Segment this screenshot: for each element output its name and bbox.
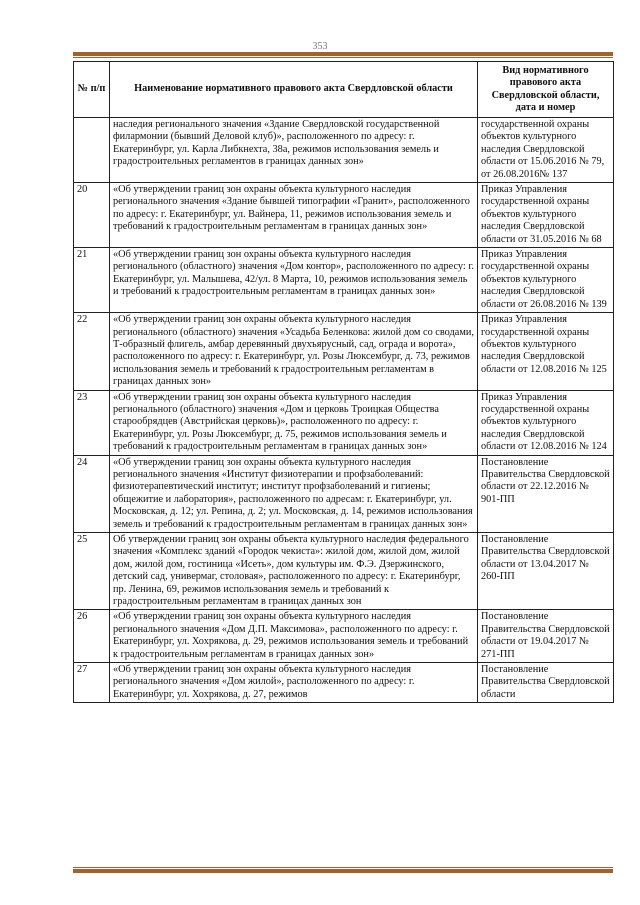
row-act-name: «Об утверждении границ зон охраны объекта культурного наследия регионального значения «Институт физиотерапии и профзаболеваний: физиотерапевтический институт; институт профзаболеваний и гигиены; общежитие и лаборатория», расположенного по адресам: г. Екатеринбург, ул. Московская, д. 12; ул. Репина, д. 2; ул. Московская, д. 14, режимов использования земель и требований к градостроительным регламентам в границах данных зон» [110,455,478,532]
table-row [74,610,614,663]
table-row [74,390,614,455]
row-act-type: Постановление Правительства Свердловской области [478,663,614,703]
row-act-type: государственной охраны объектов культурного наследия Свердловской области от 15.06.2016 № 79, от 26.08.2016№ 137 [478,118,614,183]
table-row [74,248,614,313]
table-body [74,118,614,703]
row-act-name: наследия регионального значения «Здание Свердловской государственной филармонии (бывший Деловой клуб)», расположенного по адресу: г. Екатеринбург, ул. Карла Либкнехта, 38а, режимов использования земель и градостроительных регламентов в границах данных зон» [110,118,478,183]
row-act-name: Об утверждении границ зон охраны объекта культурного наследия федерального значения «Комплекс зданий «Городок чекиста»: жилой дом, жилой дом, жилой дом, жилой дом, гостиница «Исеть», дом культуры им. Ф.Э. Дзержинского, детский сад, универмаг, столовая», расположенного по адресу: г. Екатеринбург, пр. Ленина, 69, режимов использования земель и требований к градостроительным регламентам в границах данных зон [110,533,478,610]
row-act-type: Постановление Правительства Свердловской области от 22.12.2016 № 901-ПП [478,455,614,532]
row-number: 24 [74,455,110,532]
table-row [74,183,614,248]
row-act-type: Приказ Управления государственной охраны объектов культурного наследия Свердловской области от 26.08.2016 № 139 [478,248,614,313]
row-number: 23 [74,390,110,455]
row-number: 21 [74,248,110,313]
column-header-number: № п/п [74,62,110,118]
row-act-name: «Об утверждении границ зон охраны объекта культурного наследия регионального (областного) значения «Дом контор», расположенного по адресу: г. Екатеринбург, ул. Малышева, 42/ул. 8 Марта, 10, режимов использования земель и требований к градостроительным регламентам в границах данных зон» [110,248,478,313]
row-act-type: Приказ Управления государственной охраны объектов культурного наследия Свердловской области от 12.08.2016 № 125 [478,313,614,390]
table-row [74,455,614,532]
header-rule-thick [73,52,613,56]
row-number: 22 [74,313,110,390]
row-act-name: «Об утверждении границ зон охраны объекта культурного наследия регионального (областного) значения «Дом и церковь Троицкая Общества старообрядцев (Австрийская церковь)», расположенного по адресу: г. Екатеринбург, ул. Розы Люксембург, д. 75, режимов использования земель и требований к градостроительным регламентам в границах данных зон» [110,390,478,455]
row-act-name: «Об утверждении границ зон охраны объекта культурного наследия регионального значения «Здание бывшей типографии «Гранит», расположенного по адресу: г. Екатеринбург, ул. Вайнера, 11, режимов использования земель и требований к градостроительным регламентам в границах данных зон» [110,183,478,248]
table-row [74,663,614,703]
row-act-name: «Об утверждении границ зон охраны объекта культурного наследия регионального значения «Дом жилой», расположенного по адресу: г. Екатеринбург, ул. Хохрякова, д. 27, режимов [110,663,478,703]
row-act-type: Приказ Управления государственной охраны объектов культурного наследия Свердловской области от 31.05.2016 № 68 [478,183,614,248]
row-number: 25 [74,533,110,610]
header-rule-thin [73,57,613,58]
table-row [74,118,614,183]
table-row [74,533,614,610]
footer-rule-thin [73,867,613,868]
row-act-name: «Об утверждении границ зон охраны объекта культурного наследия регионального значения «Дом Д.П. Максимова», расположенного по адресу: г. Екатеринбург, ул. Хохрякова, д. 29, режимов использования земель и требований к градостроительным регламентам в границах данных зон» [110,610,478,663]
row-number: 26 [74,610,110,663]
column-header-act-type: Вид нормативного правового акта Свердловской области, дата и номер [478,62,614,118]
legal-acts-table [73,61,614,703]
row-act-type: Постановление Правительства Свердловской области от 19.04.2017 № 271-ПП [478,610,614,663]
row-act-name: «Об утверждении границ зон охраны объекта культурного наследия регионального (областного) значения «Усадьба Беленкова: жилой дом со сводами, Т-образный флигель, амбар деревянный двухъярусный, сад, ограда и ворота», расположенного по адресу: г. Екатеринбург, ул. Розы Люксембург, д. 73, режимов использования земель и требований к градостроительным регламентам в границах данных зон» [110,313,478,390]
row-number: 20 [74,183,110,248]
column-header-act-name: Наименование нормативного правового акта Свердловской области [110,62,478,118]
row-number [74,118,110,183]
table-row [74,313,614,390]
row-act-type: Приказ Управления государственной охраны объектов культурного наследия Свердловской области от 12.08.2016 № 124 [478,390,614,455]
row-number: 27 [74,663,110,703]
page-number: 353 [312,41,328,52]
footer-rule-thick [73,869,613,873]
row-act-type: Постановление Правительства Свердловской области от 13.04.2017 № 260-ПП [478,533,614,610]
table-header [74,62,614,118]
